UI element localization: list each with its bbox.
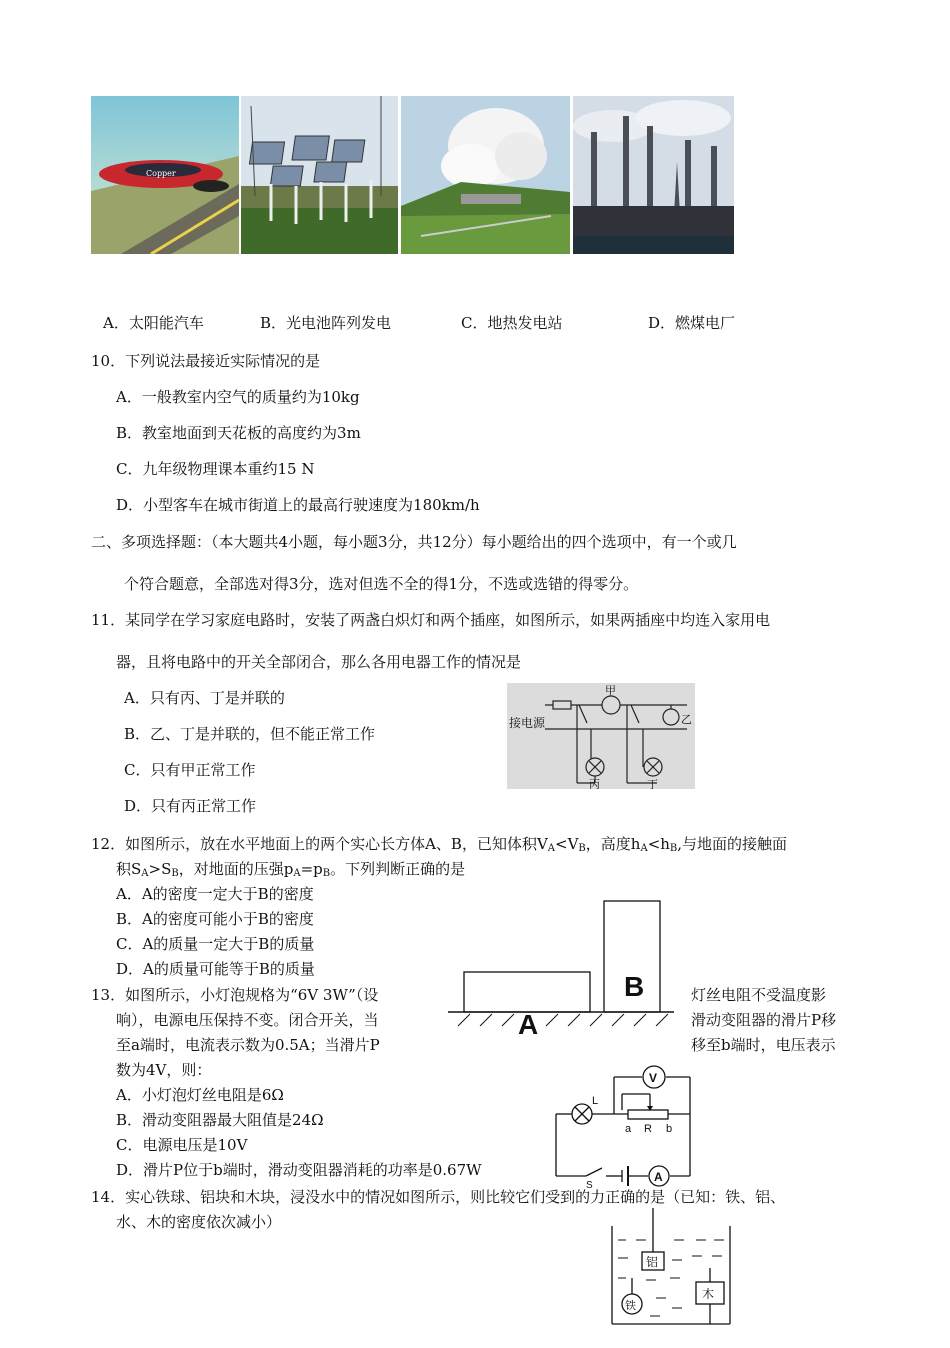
q12-stem-line2 [116,858,465,879]
q13-stem-line1-right: 灯丝电阻不受温度影 [691,986,827,1004]
lamp-label: L [592,1095,599,1107]
label-bing: 丙 [589,778,600,789]
option-text: 太阳能汽车 [128,314,204,332]
q14-beaker-figure [606,1208,736,1348]
section2-heading-line1: 二、多项选择题：（本大题共4小题，每小题3分，共12分）每小题给出的四个选项中，有一个或几 [91,533,737,551]
text-part: 。下列判断正确的是 [330,860,466,878]
text-part: 12．如图所示，放在水平地面上的两个实心长方体A、B，已知体积V [91,835,548,853]
label-ding: 丁 [647,778,658,789]
text-part: <V [555,835,579,853]
q13-option-b[interactable]: B．滑动变阻器最大阻值是24Ω [116,1111,324,1129]
label-jia: 甲 [605,684,616,697]
block-b-label: B [624,971,645,1002]
q9-option-d[interactable] [648,312,735,333]
q12-stem-line1 [91,833,787,854]
power-source-label: 接电源 [509,716,546,730]
q11-option-c[interactable]: C．只有甲正常工作 [124,761,256,779]
q13-option-a[interactable]: A．小灯泡灯丝电阻是6Ω [116,1086,284,1104]
q12-option-b[interactable]: B．A的密度可能小于B的密度 [116,910,314,928]
q13-stem-line2-right: 滑动变阻器的滑片P移 [691,1011,837,1029]
label-yi: 乙 [681,713,692,726]
photo-solar-panels [241,96,398,254]
subscript: A [293,868,301,879]
q13-option-d[interactable]: D．滑片P位于b端时，滑动变阻器消耗的功率是0.67W [116,1161,482,1179]
q10-stem: 10．下列说法最接近实际情况的是 [91,352,321,370]
option-letter: B． [260,314,287,332]
q10-option-d[interactable]: D．小型客车在城市街道上的最高行驶速度为180km/h [116,496,480,514]
q9-option-a[interactable] [103,312,204,333]
q13-option-c[interactable]: C．电源电压是10V [116,1136,248,1154]
iron-label: 铁 [625,1299,636,1312]
q13-stem-line4-left: 数为4V，则： [116,1061,212,1079]
q13-circuit-figure [548,1064,698,1192]
q9-option-c[interactable] [461,312,563,333]
section2-heading-line2: 个符合题意，全部选对得3分，选对但选不全的得1分，不选或选错的得零分。 [124,575,639,593]
option-text: 光电池阵列发电 [286,314,392,332]
subscript: B [171,868,179,879]
q12-blocks-figure [448,898,674,1042]
q13-stem-line2-left: 响），电源电压保持不变。闭合开关，当 [116,1011,379,1029]
rheostat-label: R [644,1123,652,1135]
option-text: 地热发电站 [487,314,563,332]
q10-option-a[interactable]: A．一般教室内空气的质量约为10kg [116,388,360,406]
q13-stem-line1-left: 13．如图所示，小灯泡规格为“6V 3W”（设 [91,986,379,1004]
end-a-label: a [625,1123,632,1135]
subscript: A [547,843,556,854]
photo-solar-car [91,96,239,254]
switch-label: S [586,1180,593,1188]
text-part: ，对地面的压强p [178,860,294,878]
end-b-label: b [666,1123,673,1135]
subscript: B [322,868,331,879]
subscript: A [141,868,149,879]
q9-option-b[interactable] [260,312,391,333]
voltmeter-label: V [649,1071,658,1085]
subscript: A [640,843,648,854]
q12-option-a[interactable]: A．A的密度一定大于B的密度 [116,885,314,903]
q11-option-d[interactable]: D．只有丙正常工作 [124,797,257,815]
photo-coal-power-plant [573,96,734,254]
text-part: ，高度h [585,835,641,853]
q14-stem-line2: 水、木的密度依次减小） [116,1213,282,1231]
subscript: B [669,843,678,854]
option-text: 燃煤电厂 [675,314,736,332]
wood-label: 木 [702,1287,715,1301]
text-part: >S [148,860,172,878]
option-letter: A． [103,314,129,332]
block-a-label: A [518,1009,539,1038]
q11-stem-line2: 器，且将电路中的开关全部闭合，那么各用电器工作的情况是 [116,653,522,671]
text-part: <h [647,835,670,853]
text-part: ,与地面的接触面 [677,835,788,853]
photo-geothermal-plant [401,96,570,254]
q10-option-b[interactable]: B．教室地面到天花板的高度约为3m [116,424,361,442]
q12-option-c[interactable]: C．A的质量一定大于B的质量 [116,935,315,953]
q10-option-c[interactable]: C．九年级物理课本重约15 N [116,460,315,478]
q11-option-b[interactable]: B．乙、丁是并联的，但不能正常工作 [124,725,376,743]
subscript: B [578,843,586,854]
text-part: 积S [116,860,142,878]
aluminum-label: 铝 [646,1255,659,1269]
text-part: =p [300,860,323,878]
q13-stem-line3-left: 至a端时，电流表示数为0.5A；当滑片P [116,1036,380,1054]
option-letter: D． [648,314,676,332]
q11-stem-line1: 11．某同学在学习家庭电路时，安装了两盏白炽灯和两个插座，如图所示，如果两插座中均连入家用电 [91,611,771,629]
ammeter-label: A [654,1170,663,1184]
q13-stem-line3-right: 移至b端时，电压表示 [691,1036,836,1054]
q11-circuit-figure [507,683,695,793]
option-letter: C． [461,314,488,332]
q11-option-a[interactable]: A．只有丙、丁是并联的 [124,689,285,707]
car-text: Copper [146,169,176,178]
q14-stem-line1: 14．实心铁球、铝块和木块，浸没水中的情况如图所示，则比较它们受到的力正确的是（已知：铁、铝、 [91,1188,786,1206]
q12-option-d[interactable]: D．A的质量可能等于B的质量 [116,960,315,978]
